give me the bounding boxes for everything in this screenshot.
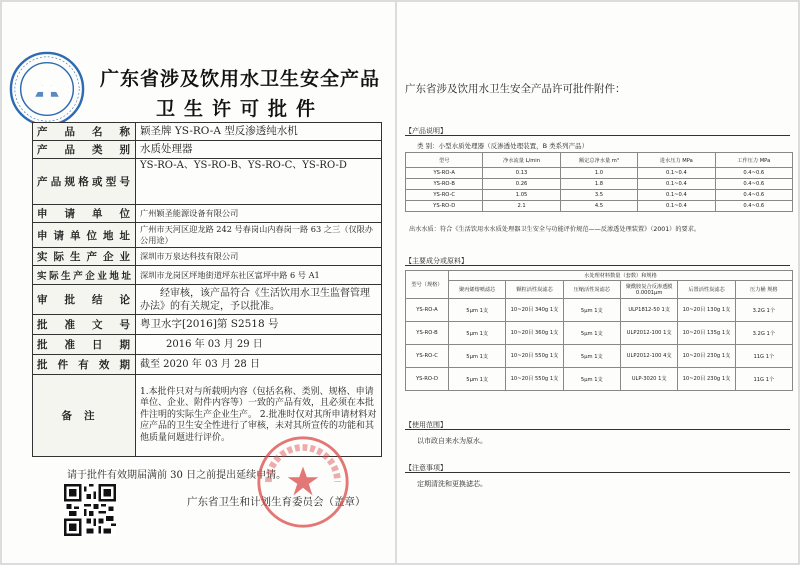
table-cell: 0.1~0.4 (638, 190, 715, 201)
label-remarks: 备注 (33, 375, 136, 457)
value-validity: 截至 2020 年 03 月 28 日 (136, 355, 382, 375)
table-row (33, 335, 382, 355)
divider (405, 135, 790, 136)
table-cell: YS-RO-C (406, 345, 449, 368)
table-row (406, 368, 793, 391)
table-cell: 3.5 (560, 190, 637, 201)
divider (405, 472, 790, 473)
table-cell: YS-RO-B (406, 322, 449, 345)
table-cell: 0.1~0.4 (638, 201, 715, 212)
table-cell: YS-RO-C (406, 190, 483, 201)
table-cell: 0.4~0.6 (715, 190, 792, 201)
issuing-authority: 广东省卫生和计划生育委员会（盖章） (187, 496, 366, 508)
value-applicant-address: 广州市天河区迎龙路 242 号春岗山内春岗一路 63 之三（仅限办公用途） (136, 223, 382, 248)
label-applicant: 申请单位 (33, 205, 136, 223)
divider (405, 265, 790, 266)
table-cell: YS-RO-D (406, 368, 449, 391)
section-title-materials: 【主要成分或原料】 (405, 257, 468, 265)
table-cell: 10~20目 230g 1支 (678, 345, 735, 368)
divider (405, 429, 790, 430)
table-cell: ULP2012-100 4支 (620, 345, 677, 368)
column-header: 额定总净水量 m³ (560, 153, 637, 168)
value-model: YS-RO-A、YS-RO-B、YS-RO-C、YS-RO-D (136, 159, 382, 205)
table-cell: 5μm 1支 (449, 345, 506, 368)
label-approval-date: 批准日期 (33, 335, 136, 355)
table-row (33, 141, 382, 159)
label-manufacturer: 实际生产企业 (33, 248, 136, 266)
column-header: 进水压力 MPa (638, 153, 715, 168)
table-row (406, 201, 793, 212)
table-cell: 5μm 1支 (449, 368, 506, 391)
attachment-title: 广东省涉及饮用水卫生安全产品许可批件附件： (405, 83, 626, 95)
table-cell: 5μm 1支 (563, 322, 620, 345)
table-cell: 0.4~0.6 (715, 168, 792, 179)
column-header: 净水流量 L/min (483, 153, 560, 168)
license-attachment-page (397, 2, 798, 563)
table-cell: YS-RO-D (406, 201, 483, 212)
table-cell: YS-RO-B (406, 179, 483, 190)
table-cell: 11G 1个 (735, 368, 792, 391)
spec-table (405, 152, 793, 212)
table-row (406, 168, 793, 179)
document-title: 广东省涉及饮用水卫生安全产品 (99, 68, 380, 90)
label-model: 产品规格或型号 (33, 159, 136, 205)
table-cell: 0.1~0.4 (638, 168, 715, 179)
license-table (32, 122, 382, 457)
table-cell: 5μm 1支 (563, 299, 620, 322)
column-header: 工作压力 MPa (715, 153, 792, 168)
value-approval-date: 2016 年 03 月 29 日 (136, 335, 382, 355)
section-title-precautions: 【注意事项】 (405, 464, 447, 472)
table-cell: 10~20目 340g 1支 (506, 299, 563, 322)
table-row (406, 322, 793, 345)
table-cell: 0.13 (483, 168, 560, 179)
label-validity: 批件有效期 (33, 355, 136, 375)
column-header: 压力桶 规格 (735, 281, 792, 299)
table-cell: ULP-3020 1支 (620, 368, 677, 391)
table-cell: 0.4~0.6 (715, 179, 792, 190)
table-cell: 0.26 (483, 179, 560, 190)
table-cell: 2.1 (483, 201, 560, 212)
value-category: 水质处理器 (136, 141, 382, 159)
table-row (406, 299, 793, 322)
table-cell: ULP2012-100 1支 (620, 322, 677, 345)
table-cell: 1.05 (483, 190, 560, 201)
table-cell: 10~20目 230g 1支 (678, 368, 735, 391)
label-product-name: 产品名称 (33, 123, 136, 141)
table-cell: 10~20目 135g 1支 (678, 322, 735, 345)
label-applicant-address: 申请单位地址 (33, 223, 136, 248)
materials-table (405, 270, 793, 391)
group-header: 水处理材料数量（套数）和规格 (449, 271, 793, 281)
table-cell: 5μm 1支 (449, 322, 506, 345)
table-row (33, 285, 382, 315)
license-page (2, 2, 395, 563)
column-header: 压缩活性炭滤芯 (563, 281, 620, 299)
renewal-note: 请于批件有效期届满前 30 日之前提出延续申请。 (67, 470, 287, 481)
table-cell: 4.5 (560, 201, 637, 212)
table-cell: 10~20目 550g 1支 (506, 368, 563, 391)
label-manufacturer-address: 实际生产企业地址 (33, 266, 136, 285)
official-red-stamp-icon (255, 434, 351, 530)
table-cell: ULP1812-50 1支 (620, 299, 677, 322)
table-cell: 0.1~0.4 (638, 179, 715, 190)
table-cell: 10~20目 360g 1支 (506, 322, 563, 345)
usage-scope-text: 以市政自来水为原水。 (417, 437, 487, 445)
qr-code-icon (64, 484, 116, 536)
table-row (33, 159, 382, 205)
table-cell: 3.2G 1个 (735, 322, 792, 345)
document-subtitle: 卫生许可批件 (155, 98, 324, 120)
column-header: 聚丙烯熔喷滤芯 (449, 281, 506, 299)
table-row (33, 315, 382, 335)
table-cell: 10~20目 550g 1支 (506, 345, 563, 368)
precautions-text: 定期清洗和更换滤芯。 (417, 480, 487, 488)
section-title-usage-scope: 【使用范围】 (405, 421, 447, 429)
product-type-line: 类 别：小型水质处理器（反渗透处理装置，B 类系列产品） (417, 142, 589, 150)
value-manufacturer-address: 深圳市龙岗区坪地街道坪东社区富坪中路 6 号 A1 (136, 266, 382, 285)
table-cell: 11G 1个 (735, 345, 792, 368)
table-cell: 5μm 1支 (563, 345, 620, 368)
table-row (406, 179, 793, 190)
table-row (33, 223, 382, 248)
column-header: 后置活性炭滤芯 (678, 281, 735, 299)
value-remarks: 1.本批件只对与所载明内容（包括名称、类别、规格、申请单位、企业、附件内容等）一致的产品有效，且必须在本批件注明的实际生产企业生产。 2.批准时仅对其所申请材料对应产品的卫生安全性进行了审核，未对其所宣传的功能和其他质量问题进行评价。 (136, 375, 382, 457)
table-cell: 1.0 (560, 168, 637, 179)
table-row (33, 355, 382, 375)
table-row (406, 190, 793, 201)
value-approval-number: 粤卫水字[2016]第 S2518 号 (136, 315, 382, 335)
table-cell: 3.2G 1个 (735, 299, 792, 322)
table-cell: 1.8 (560, 179, 637, 190)
table-cell: YS-RO-A (406, 168, 483, 179)
column-header: 颗粒活性炭滤芯 (506, 281, 563, 299)
outlet-water-quality: 出水水质：符合《生活饮用水水质处理器卫生安全与功能评价规范——反渗透处理装置》（2001）的要求。 (409, 226, 701, 233)
table-row (33, 266, 382, 285)
value-manufacturer: 深圳市万泉达科技有限公司 (136, 248, 382, 266)
column-header: 聚酰胺复合反渗透膜 0.0001μm (620, 281, 677, 299)
health-emblem-seal-icon (8, 50, 86, 128)
table-cell: 5μm 1支 (563, 368, 620, 391)
value-conclusion: 经审核，该产品符合《生活饮用水卫生监督管理办法》的有关规定，予以批准。 (136, 285, 382, 315)
column-header: 型号（规格） (406, 271, 449, 299)
label-approval-number: 批准文号 (33, 315, 136, 335)
section-title-product-description: 【产品说明】 (405, 127, 447, 135)
label-category: 产品类别 (33, 141, 136, 159)
label-conclusion: 审批结论 (33, 285, 136, 315)
table-cell: YS-RO-A (406, 299, 449, 322)
table-cell: 0.4~0.6 (715, 201, 792, 212)
table-row (33, 248, 382, 266)
table-row (33, 205, 382, 223)
column-header: 型号 (406, 153, 483, 168)
table-row (33, 123, 382, 141)
table-cell: 10~20目 130g 1支 (678, 299, 735, 322)
table-cell: 5μm 1支 (449, 299, 506, 322)
value-product-name: 颖圣牌 YS-RO-A 型反渗透纯水机 (136, 123, 382, 141)
value-applicant: 广州颖圣能源设备有限公司 (136, 205, 382, 223)
table-row (406, 345, 793, 368)
